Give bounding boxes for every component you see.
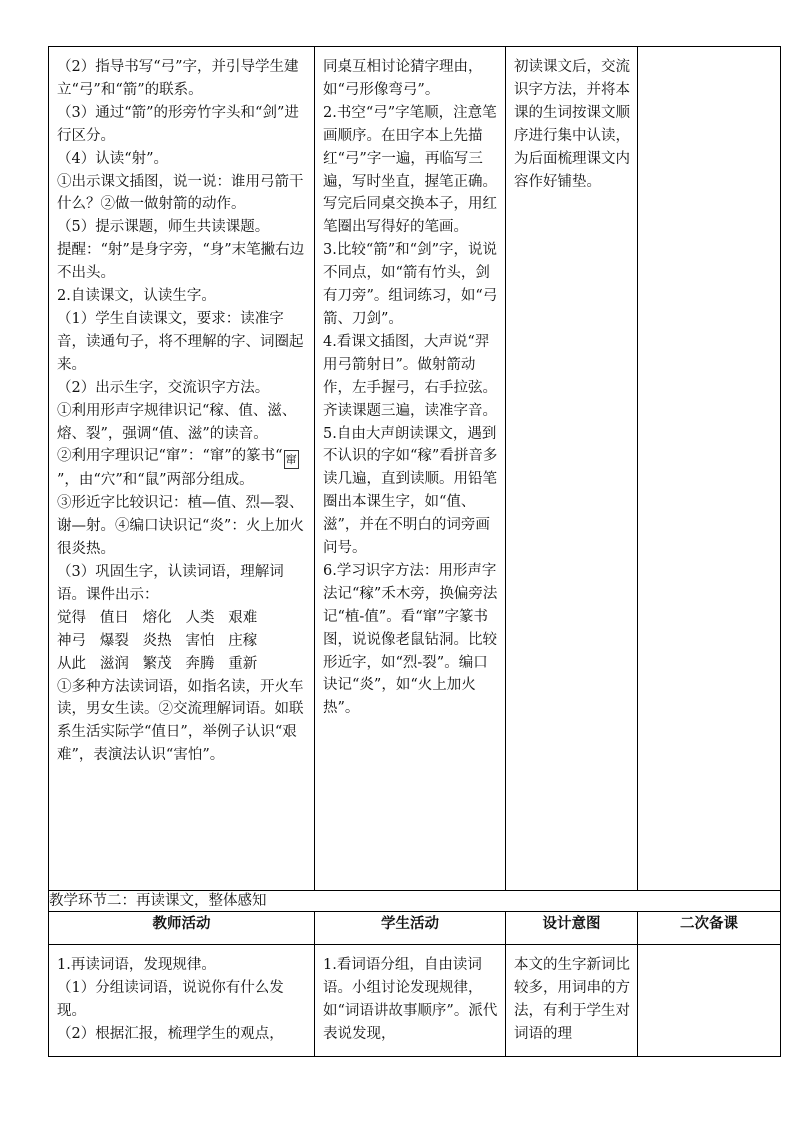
second-prep-cell — [638, 945, 781, 1057]
design-intent-text: 初读课文后，交流识字方法，并将本课的生词按课文顺序进行集中认读，为后面梳理课文内容作好铺垫。 — [514, 59, 630, 190]
word-line: 觉得 值日 熔化 人类 艰难 — [57, 609, 258, 626]
teacher-step: （2）出示生字，交流识字方法。 — [57, 379, 270, 396]
header-second-prep: 二次备课 — [638, 912, 781, 945]
second-prep-cell — [638, 47, 781, 891]
student-step: 4.看课文插图，大声说“羿用弓箭射日”。做射箭动作，左手握弓，右手拉弦。齐读课题三遍，读准字音。 — [323, 333, 497, 419]
teacher-step: 1.再读词语，发现规律。 — [57, 957, 216, 973]
header-row — [49, 912, 781, 945]
teacher-step: （5）提示课题，师生共读课题。 — [57, 219, 270, 236]
design-intent-cell — [506, 945, 638, 1057]
word-line: 从此 滋润 繁茂 奔腾 重新 — [57, 655, 258, 672]
second-prep-text — [638, 47, 780, 66]
student-activity-cell — [315, 945, 506, 1057]
design-intent-cell — [506, 47, 638, 891]
seal-text-before: ②利用字理识记“窜”：“窜”的篆书“ — [57, 448, 283, 465]
activity-row-2 — [49, 945, 781, 1057]
activity-row-1 — [49, 47, 781, 891]
teacher-step: （4）认读“射”。 — [57, 150, 169, 167]
teacher-step: （3）巩固生字，认读词语，理解词语。课件出示： — [57, 564, 284, 603]
teacher-step: （2）指导书写“弓”字，并引导学生建立“弓”和“箭”的联系。 — [57, 59, 299, 98]
teacher-activity-cell — [49, 47, 315, 891]
teacher-step: （2）根据汇报，梳理学生的观点， — [57, 1025, 284, 1042]
teacher-step: 2.自读课文，认读生字。 — [57, 288, 216, 305]
teacher-step: （3）通过“箭”的形旁竹字头和“剑”进行区分。 — [57, 104, 299, 144]
word-line: 神弓 爆裂 炎热 害怕 庄稼 — [57, 632, 258, 649]
student-step: 3.比较“箭”和“剑”字，说说不同点，如“箭有竹头，剑有刀旁”。组词练习，如“弓箭、刀剑”。 — [323, 242, 498, 327]
second-prep-text — [638, 945, 780, 964]
section-title: 教学环节二：再读课文，整体感知 — [49, 891, 781, 912]
lesson-plan-table — [48, 46, 781, 1057]
header-design-intent: 设计意图 — [506, 912, 638, 945]
header-teacher-activity: 教师活动 — [49, 912, 315, 945]
seal-script-glyph-image: 窜 — [284, 450, 299, 469]
student-step: 2.书空“弓”字笔顺，注意笔画顺序。在田字本上先描红“弓”字一遍，再临写三遍，写时坐直，握笔正确。写完后同桌交换本子，用红笔圈出写得好的笔画。 — [323, 104, 497, 236]
header-student-activity: 学生活动 — [315, 912, 506, 945]
student-step: 1.看词语分组，自由读词语。小组讨论发现规律，如“词语讲故事顺序”。派代表说发现， — [323, 957, 498, 1042]
student-step: 同桌互相讨论猜字理由，如“弓形像弯弓”。 — [323, 59, 483, 98]
design-intent-text: 本文的生字新词比较多，用词串的方法，有利于学生对词语的理 — [514, 957, 630, 1042]
section-row — [49, 891, 781, 912]
teacher-step: 提醒：“射”是身字旁，“身”末笔撇右边不出头。 — [57, 242, 305, 282]
student-step: 6.学习识字方法：用形声字法记“稼”禾木旁，换偏旁法记“植-值”。看“窜”字篆书图，说说像老鼠钻洞。比较形近字，如“烈-裂”。编口诀记“炎”，如“火上加火热”。 — [323, 562, 498, 717]
student-step: 5.自由大声朗读课文，遇到不认识的字如“稼”看拼音多读几遍，直到读顺。用铅笔圈出本课生字，如“值、滋”，并在不明白的词旁画问号。 — [323, 425, 498, 557]
teacher-step: ①多种方法读词语，如指名读，开火车读，男女生读。②交流理解词语。如联系生活实际学“值日”，举例子认识“艰难”，表演法认识“害怕”。 — [57, 678, 304, 764]
teacher-step: ③形近字比较识记：植—值、烈—裂、谢—射。④编口诀识记“炎”：火上加火很炎热。 — [57, 495, 304, 558]
teacher-activity-cell — [49, 945, 315, 1057]
teacher-step: ①利用形声字规律识记“稼、值、滋、熔、裂”，强调“值、滋”的读音。 — [57, 402, 297, 442]
teacher-step: （1）分组读词语，说说你有什么发现。 — [57, 979, 284, 1019]
teacher-step: （1）学生自读课文，要求：读准字音，读通句子，将不理解的字、词圈起来。 — [57, 310, 304, 373]
teacher-step: ①出示课文插图，说一说：谁用弓箭干什么？②做一做射箭的动作。 — [57, 173, 304, 213]
teacher-step — [57, 445, 307, 492]
seal-text-after: ”，由“穴”和“鼠”两部分组成。 — [57, 472, 254, 489]
student-activity-cell — [315, 47, 506, 891]
